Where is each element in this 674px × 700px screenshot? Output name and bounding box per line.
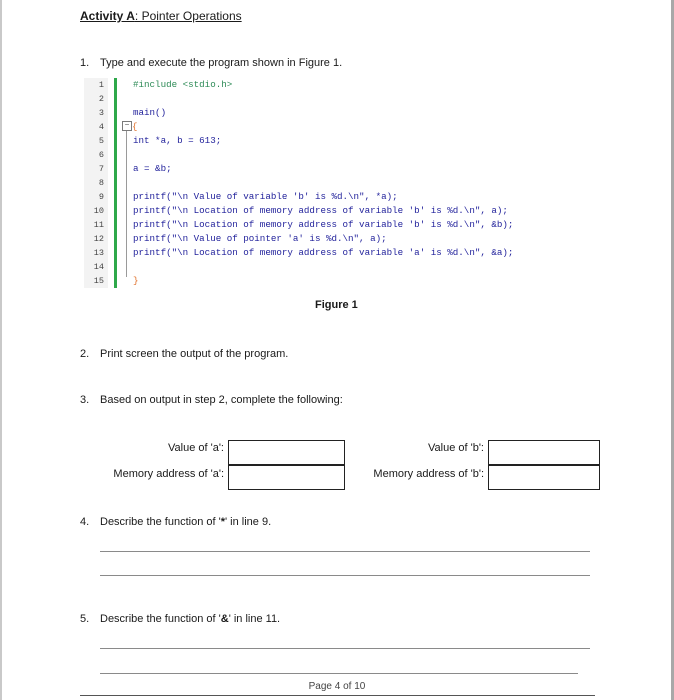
code-text: printf("\n Location of memory address of variable 'a' is %d.\n", &a);	[133, 247, 514, 258]
code-text: printf("\n Value of variable 'b' is %d.\n", *a);	[133, 191, 398, 202]
line-number: 12	[93, 234, 104, 244]
line-number: 7	[98, 164, 104, 174]
code-text: printf("\n Value of pointer 'a' is %d.\n", a);	[133, 233, 387, 244]
question-number: 4.	[80, 516, 90, 528]
figure-caption: Figure 1	[315, 299, 358, 311]
memory-address-b-label: Memory address of 'b':	[373, 468, 484, 480]
answer-line[interactable]	[100, 673, 578, 674]
question-4: 4. Describe the function of '*' in line 9.	[80, 516, 272, 528]
question-1	[80, 57, 342, 69]
page-edge	[0, 0, 2, 700]
line-number: 3	[98, 108, 104, 118]
line-number: 5	[98, 136, 104, 146]
line-number: 6	[98, 150, 104, 160]
value-a-label: Value of 'a':	[168, 442, 224, 454]
value-b-answer-box[interactable]	[488, 440, 600, 465]
code-text: int *a, b = 613;	[133, 135, 222, 146]
code-text: #include <stdio.h>	[133, 79, 233, 90]
memory-address-b-answer-box[interactable]	[488, 465, 600, 490]
memory-address-a-answer-box[interactable]	[228, 465, 345, 490]
line-number: 11	[93, 220, 104, 230]
code-text: printf("\n Location of memory address of variable 'b' is %d.\n", a);	[133, 205, 508, 216]
answer-line[interactable]	[100, 575, 590, 576]
code-text: }	[133, 275, 139, 286]
line-number: 10	[93, 206, 104, 216]
line-number: 13	[93, 248, 104, 258]
code-text: a = &b;	[133, 163, 172, 174]
line-number: 2	[98, 94, 104, 104]
value-a-answer-box[interactable]	[228, 440, 345, 465]
question-number: 2.	[80, 348, 90, 360]
line-number: 15	[93, 276, 104, 286]
line-number: 1	[98, 80, 104, 90]
value-b-label: Value of 'b':	[428, 442, 484, 454]
question-3	[80, 394, 343, 406]
line-number: 14	[93, 262, 104, 272]
question-number: 5.	[80, 613, 90, 625]
change-marker-bar	[114, 78, 117, 288]
question-text: Based on output in step 2, complete the following:	[100, 394, 343, 406]
question-text: Type and execute the program shown in Figure 1.	[100, 57, 343, 69]
answer-line[interactable]	[100, 648, 590, 649]
line-number: 8	[98, 178, 104, 188]
asterisk-symbol: *	[220, 516, 226, 528]
code-text: {	[132, 121, 138, 132]
question-2	[80, 348, 288, 360]
question-5: 5. Describe the function of '&' in line 11.	[80, 613, 281, 625]
fold-guide-line	[126, 131, 127, 277]
code-text: main()	[133, 107, 167, 118]
footer-rule	[80, 695, 595, 696]
activity-title: Activity A: Pointer Operations	[80, 9, 242, 23]
line-number: 4	[98, 122, 104, 132]
memory-address-a-label: Memory address of 'a':	[113, 468, 224, 480]
question-number: 1.	[80, 57, 90, 69]
question-number: 3.	[80, 394, 90, 406]
fold-toggle-icon[interactable]: −	[122, 121, 132, 131]
question-text: Print screen the output of the program.	[100, 348, 289, 360]
ampersand-symbol: &	[220, 613, 229, 625]
page-number: Page 4 of 10	[308, 681, 366, 692]
line-number: 9	[98, 192, 104, 202]
answer-line[interactable]	[100, 551, 590, 552]
code-text: printf("\n Location of memory address of variable 'b' is %d.\n", &b);	[133, 219, 514, 230]
code-listing	[84, 76, 604, 290]
